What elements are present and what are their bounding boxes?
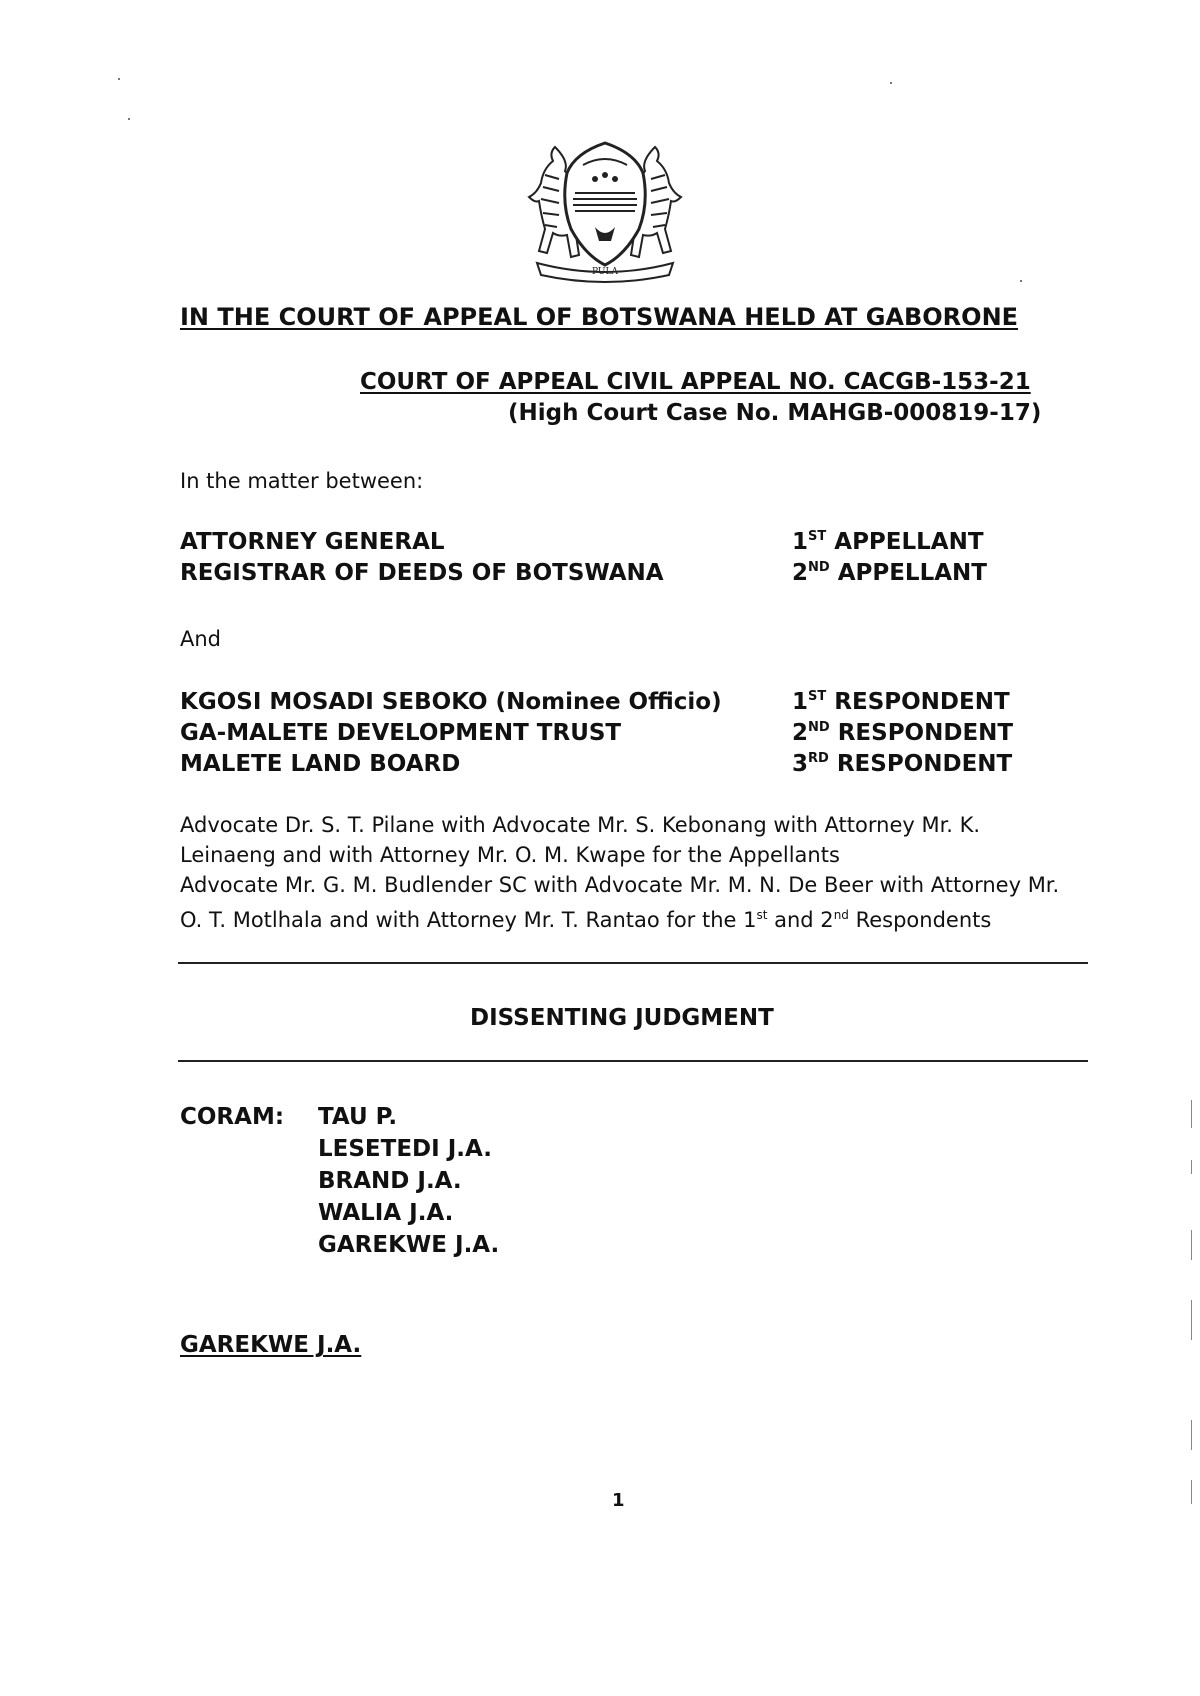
judgment-title: DISSENTING JUDGMENT [470, 1005, 774, 1031]
scan-edge-mark [1191, 1100, 1192, 1128]
scan-edge-mark [1191, 1230, 1192, 1260]
counsel-appellants: Advocate Dr. S. T. Pilane with Advocate Mr. S. Kebonang with Attorney Mr. K. Leinaeng and with Attorney Mr. O. M. Kwape for the Appellants [180, 813, 981, 867]
coram-judge: LESETEDI J.A. [318, 1136, 492, 1162]
coram-judge: WALIA J.A. [318, 1200, 454, 1226]
respondent-3-role: 3RD RESPONDENT [792, 751, 1013, 777]
high-court-case-number: (High Court Case No. MAHGB-000819-17) [508, 400, 1042, 426]
bottom-divider [178, 1060, 1088, 1062]
top-divider [178, 962, 1088, 964]
coram-label: CORAM: [180, 1104, 285, 1130]
respondent-1-role: 1ST RESPONDENT [792, 689, 1010, 715]
motto-text: PULA [592, 267, 618, 277]
scan-speck [1020, 280, 1022, 282]
scan-speck [890, 82, 892, 84]
coram-judge: BRAND J.A. [318, 1168, 462, 1194]
respondent-1-name: KGOSI MOSADI SEBOKO (Nominee Officio) [180, 689, 722, 715]
scan-speck [118, 78, 120, 80]
coram-judge: GAREKWE J.A. [318, 1232, 500, 1258]
court-heading: IN THE COURT OF APPEAL OF BOTSWANA HELD AT GABORONE [180, 303, 1019, 331]
appellant-2-name: REGISTRAR OF DEEDS OF BOTSWANA [180, 560, 664, 586]
appeal-number: COURT OF APPEAL CIVIL APPEAL NO. CACGB-153-21 [360, 369, 1031, 395]
coram-list [318, 1101, 499, 1261]
respondent-2-role: 2ND RESPONDENT [792, 720, 1014, 746]
scan-edge-mark [1191, 1160, 1192, 1174]
scan-edge-mark [1191, 1480, 1192, 1504]
scan-edge-mark [1191, 1420, 1192, 1450]
counsel-respondents: Advocate Mr. G. M. Budlender SC with Advocate Mr. M. N. De Beer with Attorney Mr. O. T. Motlhala and with Attorney Mr. T. Rantao for the 1st and 2nd Respondents [180, 873, 1060, 932]
page-number: 1 [612, 1490, 625, 1511]
appellant-1-name: ATTORNEY GENERAL [180, 529, 445, 555]
matter-between-label: In the matter between: [180, 469, 424, 493]
respondent-2-name: GA-MALETE DEVELOPMENT TRUST [180, 720, 622, 746]
and-label: And [180, 627, 222, 651]
appellant-2-role: 2ND APPELLANT [792, 560, 987, 586]
scan-edge-mark [1191, 1300, 1192, 1340]
coram-judge: TAU P. [318, 1104, 398, 1130]
coat-of-arms-emblem [515, 135, 695, 285]
judgment-author: GAREKWE J.A. [180, 1332, 362, 1358]
scan-speck [128, 118, 130, 120]
respondent-3-name: MALETE LAND BOARD [180, 751, 461, 777]
appellant-1-role: 1ST APPELLANT [792, 529, 984, 555]
